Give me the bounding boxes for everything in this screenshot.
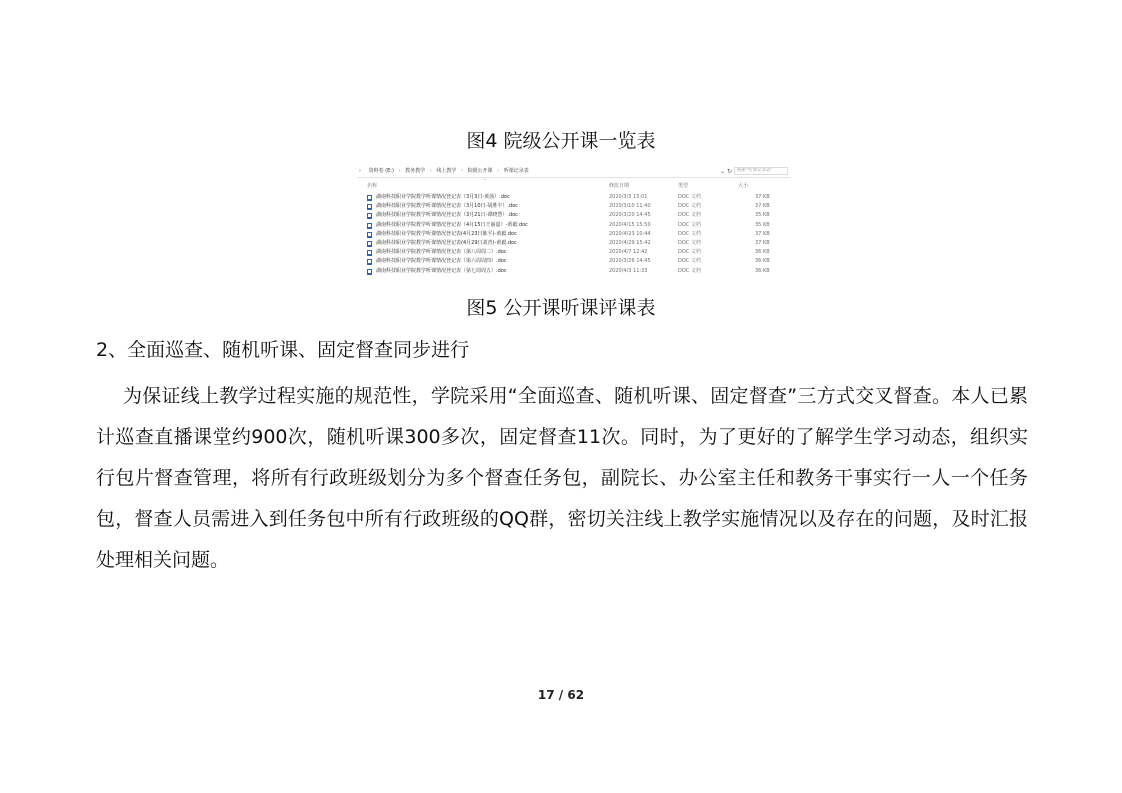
doc-file-icon [367, 204, 372, 210]
file-name: 湖南科技职业学院教学听课情况登记表(4月29日刘青)-黄毅.doc [376, 239, 517, 246]
breadcrumb-item: 教务教学 [405, 168, 426, 174]
breadcrumb-separator-icon: › [497, 168, 500, 174]
doc-file-icon [367, 232, 372, 238]
file-row [357, 221, 790, 230]
section-heading: 2、全面巡查、随机听课、固定督查同步进行 [96, 339, 470, 361]
page-number: 17 / 62 [537, 688, 585, 702]
doc-file-icon [367, 223, 372, 229]
file-row [357, 230, 790, 239]
doc-file-icon [367, 259, 372, 265]
file-type: DOC 文档 [678, 267, 701, 274]
file-date: 2020/3/20 14:45 [609, 212, 651, 219]
file-name: 湖南科技职业学院教学听课情况登记表（第七周周五）.doc [376, 267, 507, 274]
file-name: 湖南科技职业学院教学听课情况登记表（3月21日-谭晓慧）.doc [376, 212, 518, 219]
breadcrumb-item: 线上教学 [436, 168, 457, 174]
file-date: 2020/3/26 14:45 [609, 258, 651, 265]
file-size: 37 KB [755, 203, 770, 210]
file-type: DOC 文档 [678, 230, 701, 237]
explorer-controls [720, 168, 732, 175]
file-date: 2020/4/15 15:50 [609, 221, 651, 228]
explorer-address-bar [357, 166, 790, 178]
dropdown-chevron-icon: ⌄ [720, 168, 726, 175]
breadcrumb-item: 院级公开课 [467, 168, 493, 174]
file-size: 36 KB [755, 267, 770, 274]
explorer-file-list [357, 193, 790, 276]
doc-file-icon [367, 241, 372, 247]
figure-4-caption: 图4 院级公开课一览表 [466, 130, 656, 152]
column-name-header: 名称 [367, 183, 378, 189]
file-type: DOC 文档 [678, 203, 701, 210]
breadcrumb-separator-icon: › [398, 168, 401, 174]
file-row [357, 211, 790, 220]
column-type-header: 类型 [678, 183, 689, 189]
refresh-icon: ↻ [726, 168, 732, 175]
file-name: 湖南科技职业学院教学听课情况登记表（3月10日-胡胜丰）.doc [376, 203, 518, 210]
file-date: 2020/3/10 11:40 [609, 203, 651, 210]
doc-file-icon [367, 269, 372, 275]
file-type: DOC 文档 [678, 212, 701, 219]
file-date: 2020/4/7 12:42 [609, 249, 648, 256]
file-type: DOC 文档 [678, 249, 701, 256]
file-name: 湖南科技职业学院教学听课情况登记表（第八周周二）.doc [376, 249, 507, 256]
sort-caret-icon: ^ [483, 178, 487, 183]
breadcrumb-item: 听课记录表 [503, 168, 529, 174]
figure-5-caption: 图5 公开课听课评课表 [466, 297, 656, 319]
file-size: 35 KB [755, 212, 770, 219]
breadcrumb [359, 168, 529, 175]
breadcrumb-separator-icon: › [460, 168, 463, 174]
file-type: DOC 文档 [678, 221, 701, 228]
doc-file-icon [367, 213, 372, 219]
file-name: 湖南科技职业学院教学听课情况登记表（第六周周四）.doc [376, 258, 507, 265]
doc-file-icon [367, 250, 372, 256]
column-date-header: 修改日期 [609, 183, 630, 189]
file-type: DOC 文档 [678, 194, 701, 200]
file-explorer-screenshot [357, 166, 790, 280]
file-size: 37 KB [755, 194, 770, 200]
file-size: 37 KB [755, 239, 770, 246]
file-row [357, 202, 790, 211]
breadcrumb-separator-icon: › [429, 168, 432, 174]
file-size: 37 KB [755, 230, 770, 237]
file-date: 2020/4/29 15:42 [609, 239, 651, 246]
breadcrumb-item: 资料卷 (E:) [368, 168, 394, 174]
file-size: 35 KB [755, 221, 770, 228]
file-size: 36 KB [755, 258, 770, 265]
breadcrumb-chevron-icon: › [359, 168, 361, 174]
file-row [357, 193, 790, 202]
file-name: 湖南科技职业学院教学听课情况登记表（3月3日-黄茜）.doc [376, 194, 510, 200]
doc-file-icon [367, 195, 372, 201]
file-date: 2020/4/23 10:44 [609, 230, 651, 237]
file-row [357, 239, 790, 248]
file-date: 2020/4/3 11:33 [609, 267, 648, 274]
file-name: 湖南科技职业学院教学听课情况登记表(4月23日陈平)-黄毅.doc [376, 230, 517, 237]
file-type: DOC 文档 [678, 258, 701, 265]
column-size-header: 大小 [738, 183, 749, 189]
explorer-search-box: 搜索"听课记录表" [734, 167, 788, 175]
file-name: 湖南科技职业学院教学听课情况登记表（4月15日王丽嘉）-黄毅.doc [376, 221, 528, 228]
file-type: DOC 文档 [678, 239, 701, 246]
explorer-column-headers [357, 181, 790, 190]
file-row [357, 248, 790, 257]
file-row [357, 257, 790, 266]
file-date: 2020/3/3 15:01 [609, 194, 648, 200]
body-paragraph: 为保证线上教学过程实施的规范性，学院采用“全面巡查、随机听课、固定督查”三方式交叉督查。本人已累计巡查直播课堂约900次，随机听课300多次，固定督查11次。同时，为了更好的了解学生学习动态，组织实行包片督查管理，将所有行政班级划分为多个督查任务包，副院长、办公室主任和教务干事实行一人一个任务包，督查人员需进入到任务包中所有行政班级的QQ群，密切关注线上教学实施情况以及存在的问题，及时汇报处理相关问题。 [96, 385, 1028, 571]
file-row [357, 267, 790, 276]
file-size: 36 KB [755, 249, 770, 256]
